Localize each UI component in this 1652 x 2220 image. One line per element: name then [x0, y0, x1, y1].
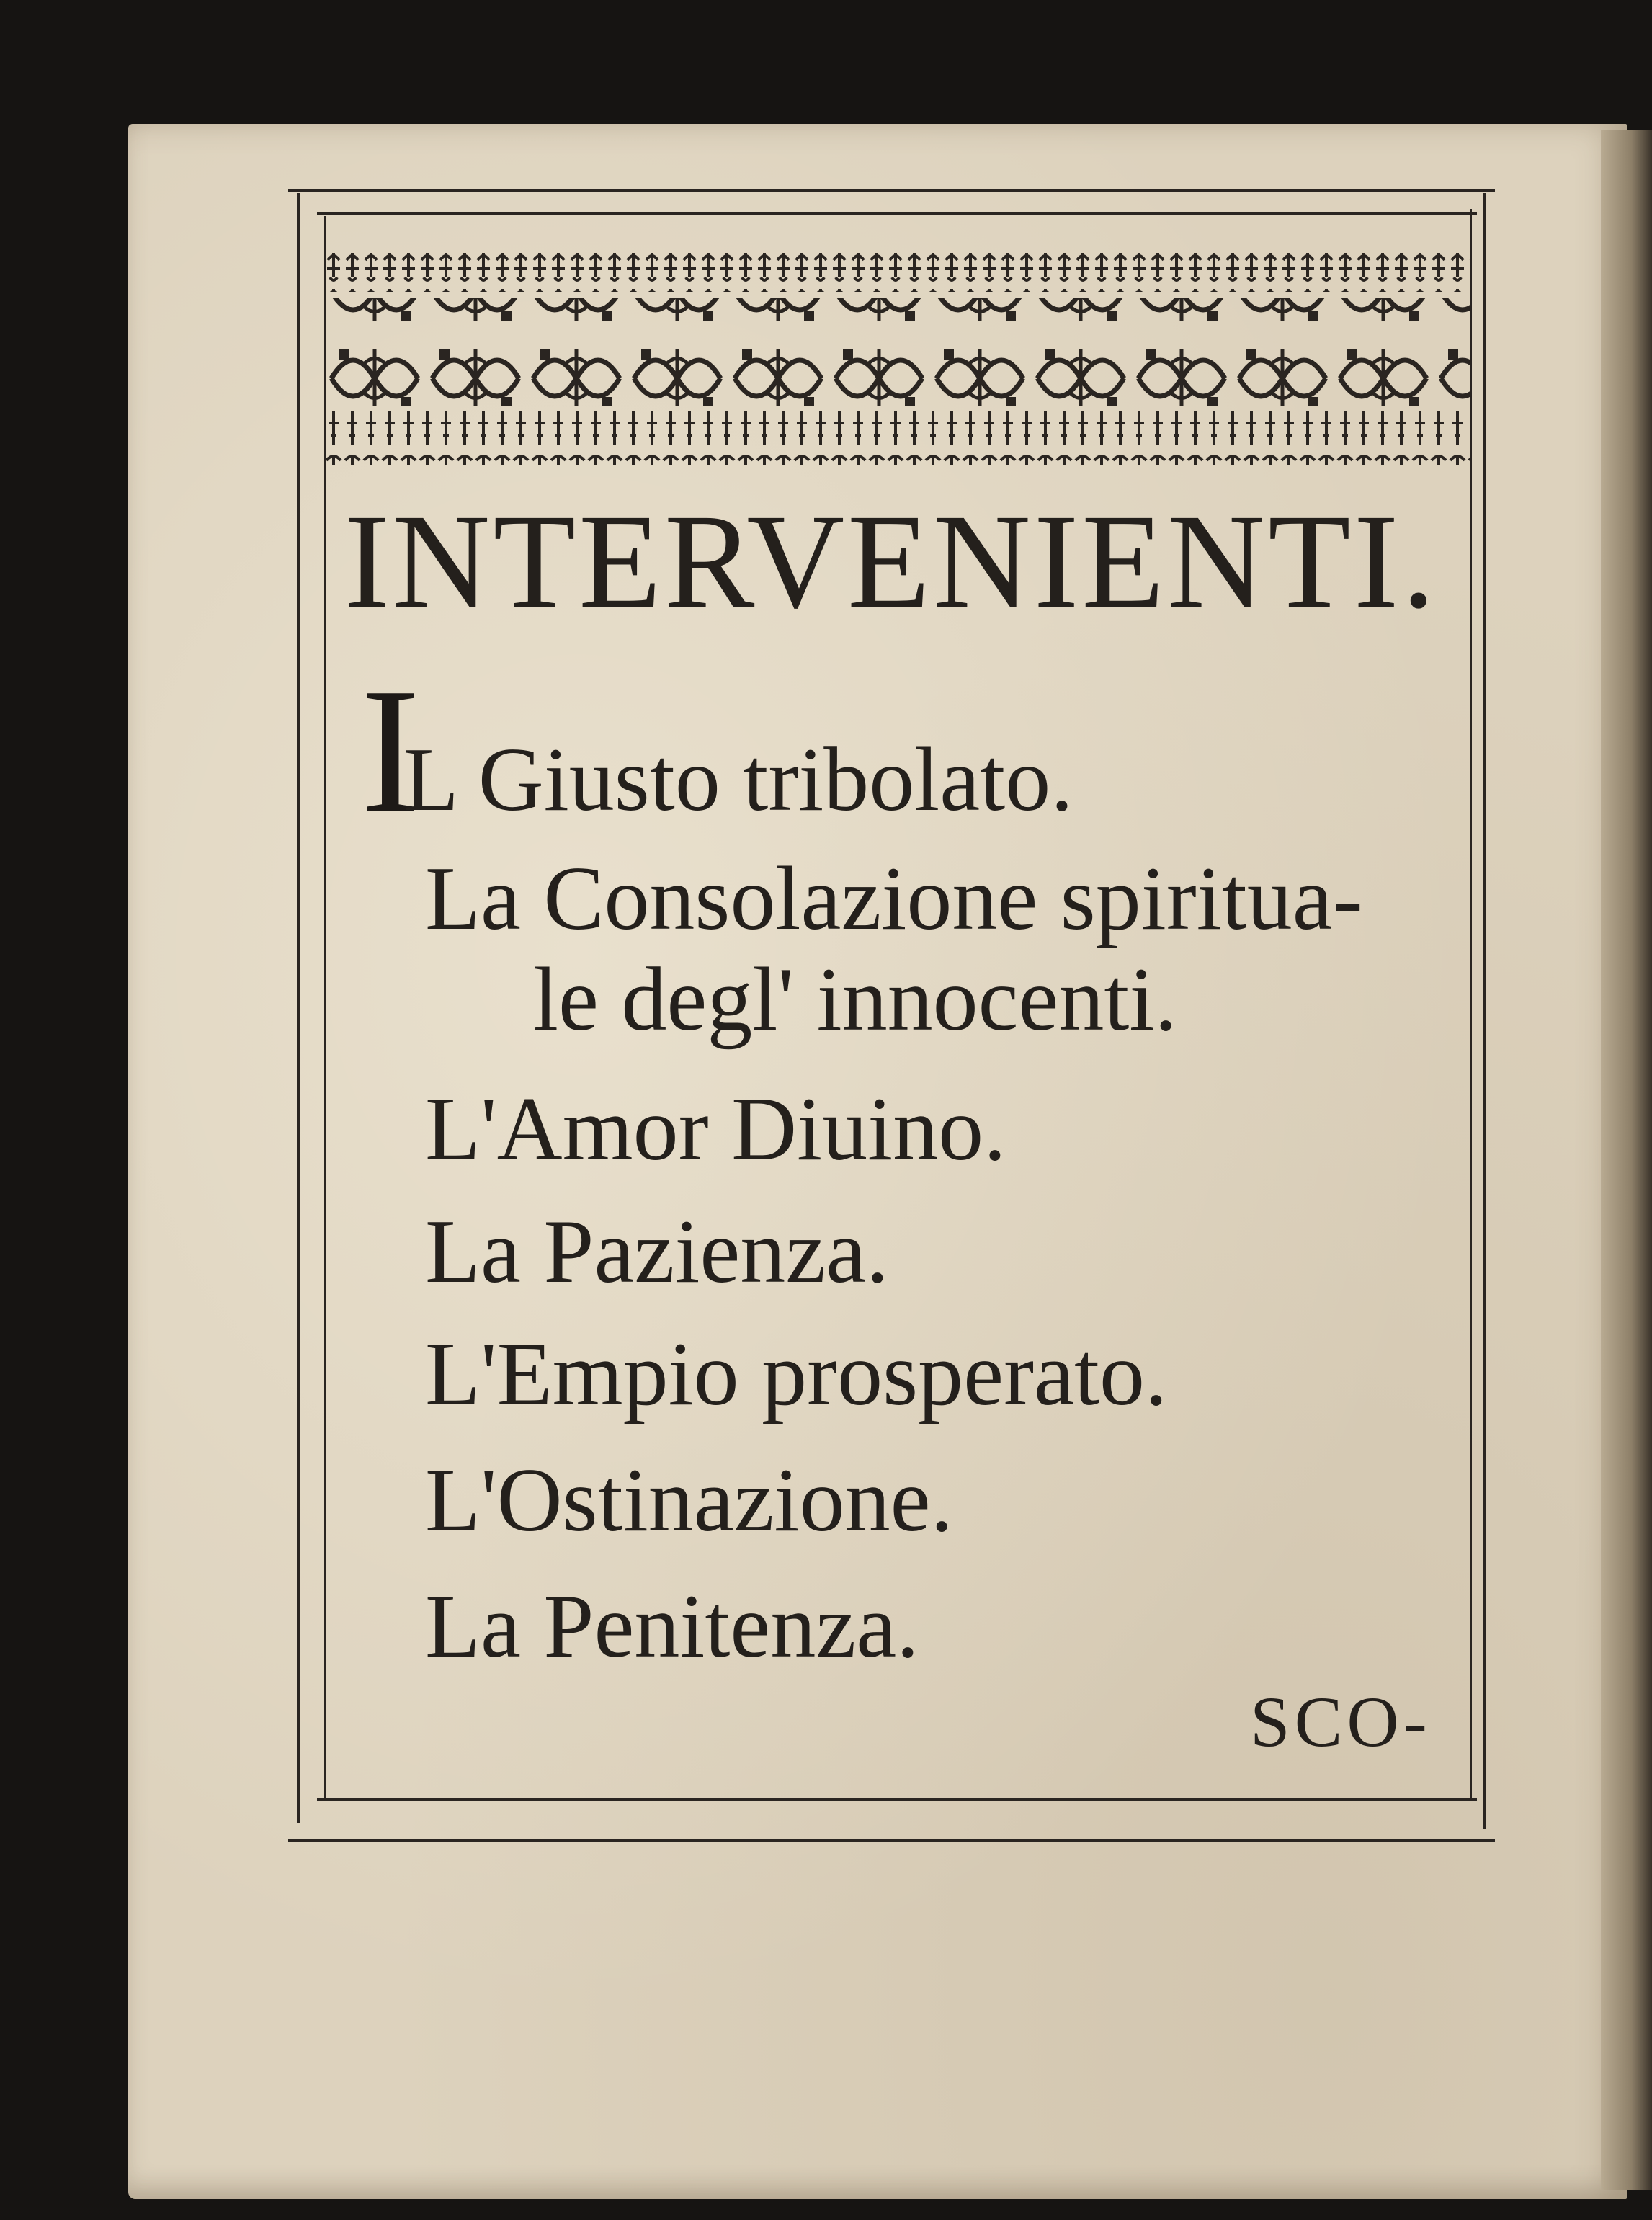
- frame-bottom-inner-rule: [317, 1798, 1477, 1801]
- entry-first: L Giusto tribolato.: [403, 730, 1073, 830]
- ornamental-border-icon: [324, 249, 1470, 465]
- catchword: SCO-: [1250, 1682, 1432, 1762]
- page-title: INTERVENIENTI.: [344, 486, 1439, 636]
- entry-consolazione-line2: le degl' innocenti.: [533, 950, 1177, 1050]
- frame-top-inner-rule: [317, 212, 1477, 215]
- frame-left-rule: [297, 193, 300, 1823]
- drop-capital: I: [360, 651, 421, 851]
- entry-ostinazione: L'Ostinazione.: [425, 1450, 953, 1551]
- facing-page-edge: [1601, 130, 1652, 2190]
- entry-empio-prosperato: L'Empio prosperato.: [425, 1324, 1168, 1425]
- entry-amor-diuino: L'Amor Diuino.: [425, 1079, 1006, 1180]
- frame-right-inner-rule: [1470, 209, 1472, 1801]
- entry-consolazione-line1: La Consolazione spiritua-: [425, 849, 1363, 949]
- frame-right-rule: [1483, 193, 1486, 1829]
- entry-penitenza: La Penitenza.: [425, 1577, 919, 1677]
- entry-pazienza: La Pazienza.: [425, 1202, 889, 1302]
